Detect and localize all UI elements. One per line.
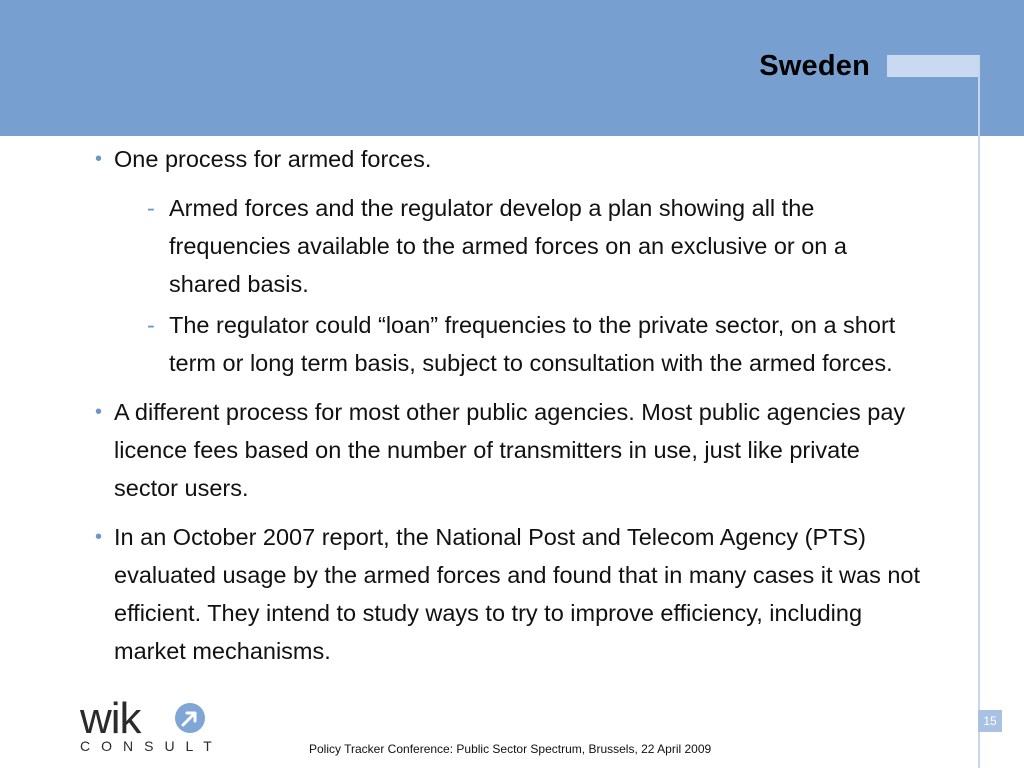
- bullet-text: In an October 2007 report, the National Post and Telecom Agency (PTS) evaluated usage by the armed forces and found that in many cases it was not efficient. They intend to study ways to try to improve efficiency, including market mechanisms.: [114, 524, 921, 664]
- bullet-item: [95, 518, 925, 670]
- sub-bullet-text: Armed forces and the regulator develop a plan showing all the frequencies available to the armed forces on an exclusive or on a shared basis.: [169, 195, 847, 297]
- logo-wordmark: wik: [80, 694, 141, 743]
- logo-subtext: CONSULT: [80, 738, 223, 754]
- bullet-item: [95, 393, 925, 507]
- bullet-text: One process for armed forces.: [114, 146, 432, 172]
- arrow-circle-icon: [174, 702, 206, 734]
- bullet-item: [95, 140, 925, 178]
- sub-bullet-marker: -: [147, 195, 155, 221]
- sub-bullet-item: [95, 189, 925, 303]
- header-band: [0, 0, 1024, 136]
- sub-bullet-text: The regulator could “loan” frequencies to the private sector, on a short term or long term basis, subject to consultation with the armed forces.: [169, 312, 896, 376]
- title-accent-bar: [887, 55, 979, 77]
- sub-bullet-list: [95, 189, 925, 382]
- bullet-marker: •: [95, 526, 103, 548]
- right-divider-line: [978, 55, 980, 768]
- footer-text: Policy Tracker Conference: Public Sector Spectrum, Brussels, 22 April 2009: [309, 742, 712, 756]
- bullet-text: A different process for most other public agencies. Most public agencies pay licence fees based on the number of transmitters in use, just like private sector users.: [114, 399, 906, 501]
- sub-bullet-item: [95, 306, 925, 382]
- bullet-marker: •: [95, 401, 103, 423]
- sub-bullet-marker: -: [147, 312, 155, 338]
- bullet-marker: •: [95, 148, 103, 170]
- wik-consult-logo: [80, 694, 223, 760]
- page-number: 15: [978, 710, 1002, 732]
- slide-body: [95, 140, 925, 681]
- slide-title: Sweden: [759, 50, 870, 82]
